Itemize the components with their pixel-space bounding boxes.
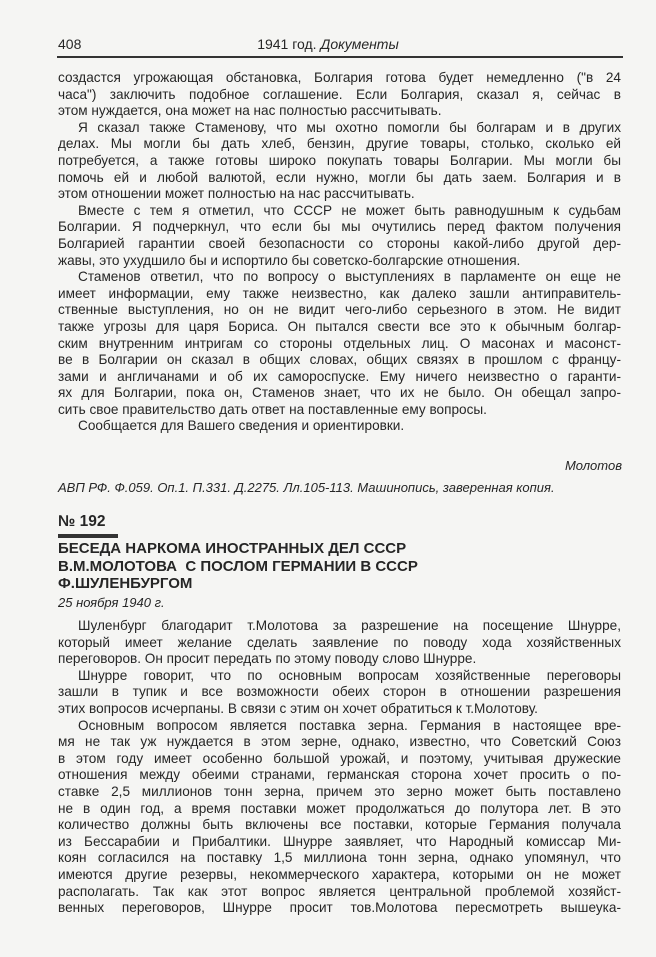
header-year: 1941 год. (257, 36, 317, 52)
text-line: который имеет желание сделать заявление по поводу хода хозяйственных (58, 634, 621, 650)
document-number: № 192 (58, 513, 106, 530)
title-line: Ф.ШУЛЕНБУРГОМ (58, 575, 193, 593)
text-line: имеет информации, ему также неизвестно, как далеко зашли антиправитель- (58, 285, 621, 301)
text-line: жавы, это ухудшило бы и испортило бы советско-болгарские отношения. (58, 252, 521, 268)
text-line: переговоров. Он просит передать по этому поводу слово Шнурре. (58, 651, 477, 667)
text-line: зами и англичанами и об их самороспуске. Ему ничего неизвестно о гаранти- (58, 368, 621, 384)
text-line: не в один год, а время поставки может продолжаться до полутора лет. В это (58, 800, 621, 816)
header-rule (57, 56, 623, 58)
text-line: Болгарией гарантии своей безопасности со стороны какой-либо другой дер- (58, 235, 621, 251)
text-line: количество должны быть включены все поставки, которые Германия получала (58, 817, 621, 833)
text-line: располагать. Так как этот вопрос является центральной проблемой хозяйст- (58, 883, 621, 899)
text-block-document-192 (58, 618, 621, 917)
text-line: ским внутренним интригам со стороны отдельных лиц. О масонах и масонст- (58, 335, 621, 351)
text-line: мя не так уж нуждается в этом зерне, однако, известно, что Советский Союз (58, 734, 621, 750)
text-line: этих вопросов исчерпаны. В связи с этим он хочет обратиться к т.Молотову. (58, 700, 538, 716)
text-line: Вместе с тем я отметил, что СССР не может быть равнодушным к судьбам (78, 202, 621, 218)
text-line: этом отношении может полностью на нас рассчитывать. (58, 186, 415, 202)
text-line: этом нуждается, она может на нас полностью рассчитывать. (58, 103, 442, 119)
text-line: Я сказал также Стаменову, что мы охотно помогли бы болгарам и в других (78, 119, 621, 135)
header-section: Документы (320, 36, 399, 52)
document-title (58, 540, 418, 593)
text-line: помочь ей и любой валютой, если нужно, могли бы дать заем. Болгария и в (58, 169, 621, 185)
text-line: Основным вопросом является поставка зерна. Германия в настоящее вре- (78, 717, 621, 733)
page-number: 408 (58, 36, 82, 52)
text-line: зашли в тупик и все возможности обеих сторон в отношении разрешения (58, 684, 621, 700)
text-block-previous-document (58, 70, 621, 435)
running-header (0, 36, 656, 52)
text-line: ставке 2,5 миллионов тонн зерна, причем это зерно может быть поставлено (58, 783, 621, 799)
text-line: часа") заключить подобное соглашение. Если Болгария, сказал я, сейчас в (58, 86, 621, 102)
paragraph (58, 668, 621, 718)
paragraph (58, 418, 621, 435)
paragraph (58, 120, 621, 203)
title-line: БЕСЕДА НАРКОМА ИНОСТРАННЫХ ДЕЛ СССР (58, 540, 407, 557)
title-line: В.М.МОЛОТОВА С ПОСЛОМ ГЕРМАНИИ В СССР (58, 557, 418, 575)
paragraph (58, 718, 621, 917)
text-line: потребуется, а также готовы широко покупать товары Болгарии. Мы могли бы (58, 152, 621, 168)
text-line: отношения между обеими странами, германская сторона хочет просить о по- (58, 767, 621, 783)
text-line: в этом году имеет особенно большой урожай, и поэтому, учитывая дружеские (58, 750, 621, 766)
text-line: Сообщается для Вашего сведения и ориентировки. (78, 418, 405, 434)
text-line: также угрозы для царя Бориса. Он пытался свести все это к обычным болгар- (58, 318, 621, 334)
text-line: ственные выступления, но он не видит чего-либо серьезного в этом. Не видит (58, 302, 621, 318)
document-number-underline (58, 534, 118, 538)
text-line: сить свое правительство дать ответ на поставленные ему вопросы. (58, 401, 487, 417)
text-line: делах. Мы могли бы дать хлеб, бензин, другие товары, столько, сколько ей (58, 136, 621, 152)
archive-citation: АВП РФ. Ф.059. Оп.1. П.331. Д.2275. Лл.105-113. Машинопись, заверенная копия. (58, 480, 555, 495)
text-line: ве в Болгарии он сказал в общих словах, общих связях в прошлом с францу- (58, 352, 621, 368)
document-date: 25 ноября 1940 г. (58, 595, 165, 610)
paragraph (58, 70, 621, 120)
text-line: Шуленбург благодарит т.Молотова за разрешение на посещение Шнурре, (78, 618, 621, 633)
signature: Молотов (564, 458, 622, 473)
text-line: ях для Болгарии, пока он, Стаменов знает, что их не было. Он обещал запро- (58, 385, 621, 401)
text-line: венных переговоров, Шнурре просит тов.Молотова пересмотреть вышеука- (58, 900, 621, 916)
text-line: Стаменов ответил, что по вопросу о выступлениях в парламенте он еще не (78, 269, 621, 285)
paragraph (58, 269, 621, 418)
text-line: имеются другие резервы, некоммерческого характера, которыми он не может (58, 866, 621, 882)
paragraph (58, 203, 621, 269)
text-line: коян согласился на поставку 1,5 миллиона тонн зерна, однако упомянул, что (58, 850, 621, 866)
text-line: из Бессарабии и Прибалтики. Шнурре заявляет, что Народный комиссар Ми- (58, 833, 621, 849)
text-line: Болгарии. Я подчеркнул, что если бы мы очутились перед фактом получения (58, 219, 621, 235)
paragraph (58, 618, 621, 668)
text-line: создастся угрожающая обстановка, Болгария готова будет немедленно ("в 24 (58, 70, 621, 85)
text-line: Шнурре говорит, что по основным вопросам хозяйственные переговоры (78, 667, 621, 683)
